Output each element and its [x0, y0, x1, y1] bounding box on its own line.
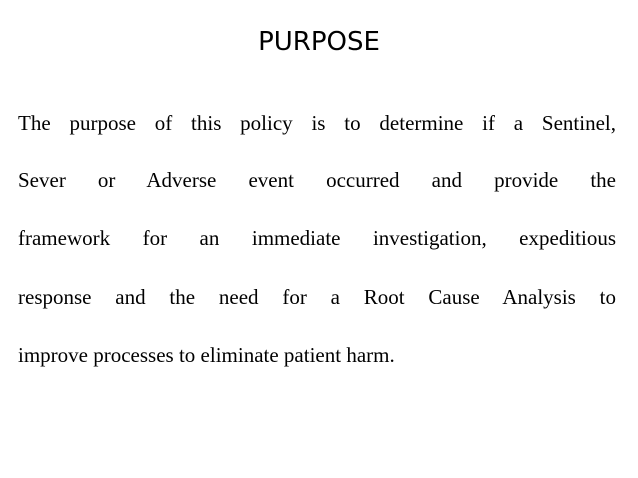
purpose-line-3: framework for an immediate investigation, expeditious: [18, 226, 616, 250]
purpose-line-4: response and the need for a Root Cause Analysis to: [18, 285, 616, 309]
purpose-line-2: Sever or Adverse event occurred and provide the: [18, 168, 616, 192]
slide-title: PURPOSE: [258, 27, 380, 57]
purpose-line-1: The purpose of this policy is to determine if a Sentinel,: [18, 111, 616, 135]
purpose-line-5: improve processes to eliminate patient harm.: [18, 343, 395, 367]
